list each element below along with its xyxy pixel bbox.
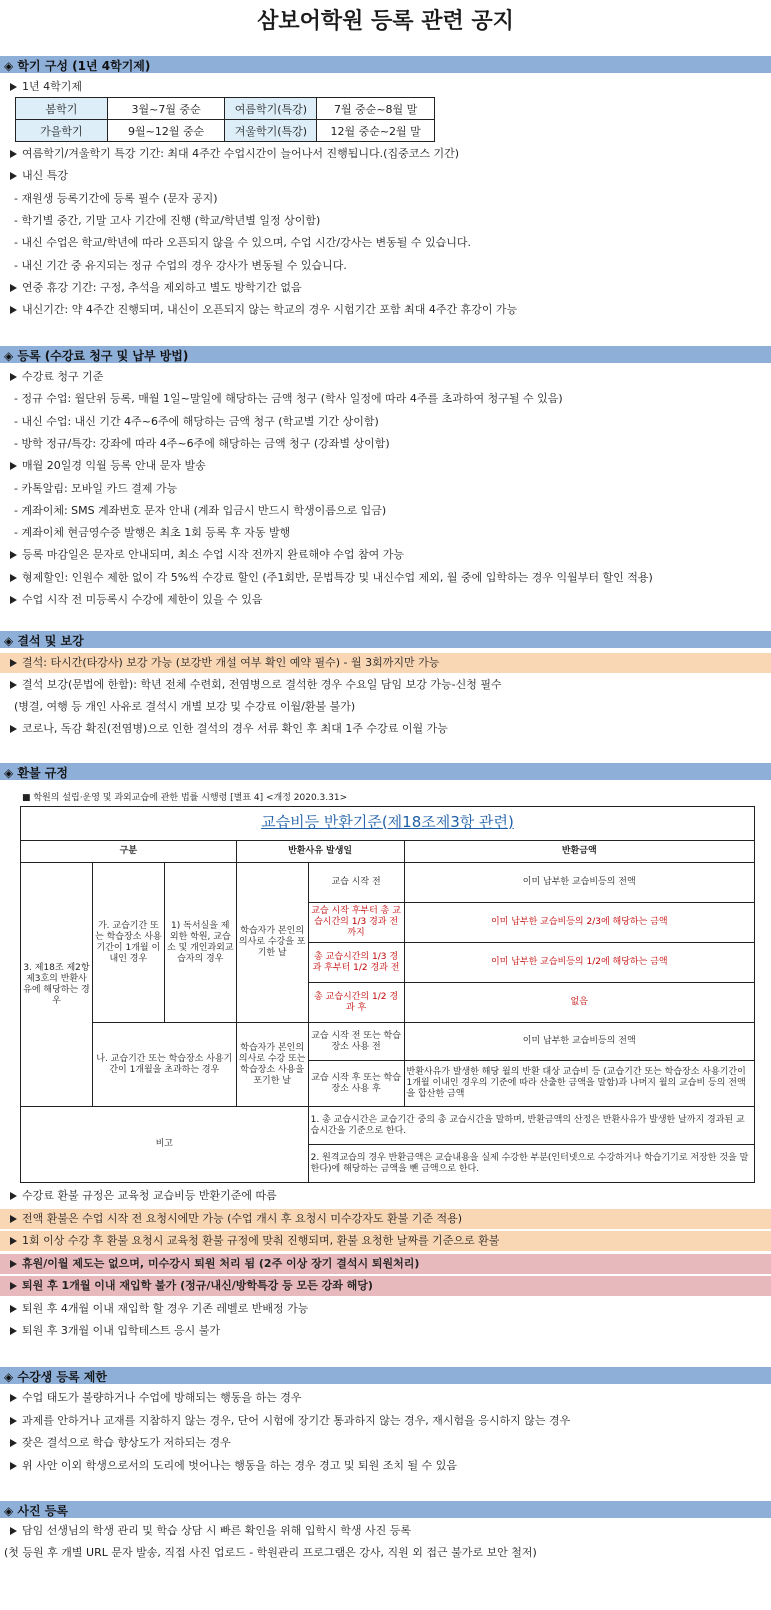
page-title: 삼보어학원 등록 관련 공지 [257, 9, 514, 34]
triangle-bullet-icon [10, 1215, 17, 1223]
list-item [10, 456, 206, 476]
table-cell: 3. 제18조 제2항 제3호의 반환사유에 해당하는 경우 [21, 863, 93, 1107]
table-cell: 교습 시작 후 또는 학습장소 사용 후 [308, 1061, 404, 1107]
list-item [10, 545, 404, 565]
table-cell: 총 교습시간의 1/3 경과 후부터 1/2 경과 전 [308, 943, 404, 983]
list-item-text: - 정규 수업: 월단위 등록, 매월 1일~말일에 해당하는 금액 청구 (학사 일정에 따라 4주를 초과하여 청구될 수 있음) [14, 392, 563, 406]
triangle-bullet-icon [10, 1260, 17, 1268]
list-item-text: 퇴원 후 3개월 이내 입학테스트 응시 불가 [22, 1324, 220, 1337]
list-item-text: 수강료 환불 규정은 교육청 교습비등 반환기준에 따름 [22, 1189, 277, 1202]
column-header: 반환금액 [404, 841, 755, 863]
list-item [14, 412, 379, 432]
list-item [14, 501, 386, 521]
list-item [10, 590, 263, 610]
list-item-text: - 계좌이체 현금영수증 발행은 최초 1회 등록 후 자동 발행 [14, 526, 291, 540]
table-cell: 교습 시작 후부터 총 교습시간의 1/3 경과 전까지 [308, 903, 404, 943]
table-cell: 이미 납부한 교습비등의 전액 [404, 1023, 755, 1061]
list-item-text: 매월 20일경 익월 등록 안내 문자 발송 [22, 459, 206, 473]
list-item-text: - 내신 수업: 내신 기간 4주~6주에 해당하는 금액 청구 (학교별 기간 상이함) [14, 414, 379, 428]
list-item [10, 367, 103, 387]
triangle-bullet-icon [10, 373, 17, 381]
triangle-bullet-icon [10, 83, 17, 91]
section-header-restriction: ◈ 수강생 등록 제한 [0, 1367, 771, 1384]
column-header: 반환사유 발생일 [236, 841, 404, 863]
list-item [4, 1543, 537, 1563]
list-item-text: - 계좌이체: SMS 계좌번호 문자 안내 (계좌 입금시 반드시 학생이름으로 입금) [14, 503, 387, 517]
list-item-text: 코로나, 독감 확진(전염병)으로 인한 결석의 경우 서류 확인 후 최대 1주 수강료 이월 가능 [22, 722, 448, 735]
diamond-icon: ◈ [4, 59, 14, 73]
list-item: 1년 4학기제 [10, 77, 82, 97]
list-item-text: 수강료 청구 기준 [22, 370, 104, 383]
triangle-bullet-icon [10, 462, 17, 470]
triangle-bullet-icon [10, 1282, 17, 1290]
triangle-bullet-icon [10, 1394, 17, 1402]
triangle-bullet-icon [10, 596, 17, 604]
list-item [0, 1209, 771, 1229]
list-item-text: 전액 환불은 수업 시작 전 요청시에만 가능 (수업 개시 후 요청시 미수강자도 환불 기준 적용) [22, 1211, 463, 1225]
list-item-text: 휴원/이월 제도는 없으며, 미수강시 퇴원 처리 됨 (2주 이상 장기 결석시 퇴원처리) [22, 1256, 420, 1270]
section-header-refund: ◈ 환불 규정 [0, 763, 771, 780]
table-cell: 9월~12월 중순 [107, 120, 225, 142]
table-cell: 학습자가 본인의 의사로 수강을 포기한 날 [236, 863, 308, 1023]
list-item-text: 연중 휴강 기간: 구정, 추석을 제외하고 별도 방학기간 없음 [22, 280, 302, 294]
list-item [10, 1321, 220, 1341]
refund-table [20, 806, 755, 1183]
triangle-bullet-icon [10, 725, 17, 733]
table-caption: 교습비등 반환기준(제18조제3항 관련) [21, 807, 755, 841]
table-cell: 1) 독서실을 제외한 학원, 교습소 및 개인과외교습자의 경우 [164, 863, 236, 1023]
list-item-text: - 학기별 중간, 기말 고사 기간에 진행 (학교/학년별 일정 상이함) [14, 213, 321, 227]
list-item-text: 퇴원 후 1개월 이내 재입학 불가 (정규/내신/방학특강 등 모든 강좌 해당) [22, 1279, 373, 1292]
table-cell: 학습자가 본인의 의사로 수강 또는 학습장소 사용을 포기한 날 [236, 1023, 308, 1107]
table-cell: 없음 [404, 983, 755, 1023]
list-item-text: (첫 등원 후 개별 URL 문자 발송, 직접 사진 업로드 - 학원관리 프로그램은 강사, 직원 외 접근 불가로 보안 철저) [4, 1546, 537, 1559]
list-item-text: 퇴원 후 4개월 이내 재입학 할 경우 기존 레벨로 반배정 가능 [22, 1301, 309, 1315]
list-item [10, 1411, 570, 1431]
list-item [10, 1521, 411, 1541]
list-item-text: 1회 이상 수강 후 환불 요청시 교육청 환불 규정에 맞춰 진행되며, 환불 요청한 날짜를 기준으로 환불 [22, 1234, 500, 1247]
table-cell: 반환사유가 발생한 해당 월의 반환 대상 교습비 등 (교습기간 또는 학습장소 사용기간이 1개월 이내인 경우의 기준에 따라 산출한 금액을 말함)과 나머지 월의 교습비 등의 전액을 합산한 금액 [404, 1061, 755, 1107]
list-item [10, 1456, 457, 1476]
list-item [10, 719, 448, 739]
table-cell: 1. 총 교습시간은 교습기간 중의 총 교습시간을 말하며, 반환금액의 산정은 반환사유가 발생한 날까지 경과된 교습시간을 기준으로 한다. [308, 1107, 754, 1145]
list-item [0, 1231, 771, 1251]
table-cell: 비고 [21, 1107, 309, 1183]
list-item-text: 수업 시작 전 미등록시 수강에 제한이 있을 수 있음 [22, 593, 263, 606]
triangle-bullet-icon [10, 574, 17, 582]
table-cell: 2. 원격교습의 경우 반환금액은 교습내용을 실제 수강한 부분(인터넷으로 수강하거나 학습기기로 저장한 것을 말한다)에 해당하는 금액을 뺀 금액으로 한다. [308, 1145, 754, 1183]
diamond-icon: ◈ [4, 1370, 14, 1384]
list-item [14, 189, 218, 209]
list-item-text: - 내신 수업은 학교/학년에 따라 오픈되지 않을 수 있으며, 수업 시간/강사는 변동될 수 있습니다. [14, 236, 471, 250]
triangle-bullet-icon [10, 1462, 17, 1470]
section-header-absence: ◈ 결석 및 보강 [0, 631, 771, 648]
list-item [14, 523, 290, 543]
section-header-photo: ◈ 사진 등록 [0, 1501, 771, 1518]
table-cell: 가을학기 [16, 120, 108, 142]
diamond-icon: ◈ [4, 349, 14, 363]
table-cell: 이미 납부한 교습비등의 전액 [404, 863, 755, 903]
list-item-text: - 방학 정규/특강: 강좌에 따라 4주~6주에 해당하는 금액 청구 (강좌별 상이함) [14, 436, 390, 450]
table-cell: 겨울학기(특강) [225, 120, 317, 142]
triangle-bullet-icon [10, 1439, 17, 1447]
list-item-text: - 재원생 등록기간에 등록 필수 (문자 공지) [14, 191, 218, 205]
list-item [10, 1388, 302, 1408]
triangle-bullet-icon [10, 284, 17, 292]
table-cell: 봄학기 [16, 98, 108, 120]
list-item [14, 211, 320, 231]
list-item [10, 278, 302, 298]
list-item [14, 434, 390, 454]
list-item-text: 결석 보강(문법에 한함): 학년 전체 수련회, 전염병으로 결석한 경우 수요일 담임 보강 가능-신청 필수 [22, 678, 502, 691]
list-item-text: (병결, 여행 등 개인 사유로 결석시 개별 보강 및 수강료 이월/환불 불가) [14, 700, 356, 713]
list-item-text: - 내신 기간 중 유지되는 정규 수업의 경우 강사가 변동될 수 있습니다. [14, 258, 347, 272]
list-item [10, 1433, 231, 1453]
list-item [10, 144, 459, 164]
triangle-bullet-icon [10, 659, 17, 667]
section-header-semester: ◈ 학기 구성 (1년 4학기제) [0, 56, 771, 73]
list-item-text: 내신 특강 [22, 169, 69, 183]
list-item [14, 479, 177, 499]
diamond-icon: ◈ [4, 1504, 14, 1518]
table-cell: 총 교습시간의 1/2 경과 후 [308, 983, 404, 1023]
list-item [10, 166, 68, 186]
list-item-text: 위 사안 이외 학생으로서의 도리에 벗어나는 행동을 하는 경우 경고 및 퇴원 조치 될 수 있음 [22, 1458, 457, 1472]
table-cell: 12월 중순~2월 말 [317, 120, 435, 142]
section-header-registration: ◈ 등록 (수강료 청구 및 납부 방법) [0, 346, 771, 363]
table-cell: 가. 교습기간 또는 학습장소 사용기간이 1개월 이내인 경우 [92, 863, 164, 1023]
diamond-icon: ◈ [4, 766, 14, 780]
triangle-bullet-icon [10, 1327, 17, 1335]
table-cell: 여름학기(특강) [225, 98, 317, 120]
table-cell: 교습 시작 전 또는 학습장소 사용 전 [308, 1023, 404, 1061]
list-item [10, 1299, 308, 1319]
list-item-text: 수업 태도가 불량하거나 수업에 방해되는 행동을 하는 경우 [22, 1391, 302, 1404]
table-cell: 7월 중순~8월 말 [317, 98, 435, 120]
triangle-bullet-icon [10, 172, 17, 180]
triangle-bullet-icon [10, 1192, 17, 1200]
list-item [0, 1276, 771, 1296]
list-item-text: 잦은 결석으로 학습 향상도가 저하되는 경우 [22, 1436, 231, 1449]
list-item-text: 결석: 타시간(타강사) 보강 가능 (보강반 개설 여부 확인 예약 필수) - 월 3회까지만 가능 [22, 656, 440, 669]
table-cell: 교습 시작 전 [308, 863, 404, 903]
triangle-bullet-icon [10, 306, 17, 314]
list-item [0, 1254, 771, 1274]
table-cell: 나. 교습기간 또는 학습장소 사용기간이 1개월을 초과하는 경우 [92, 1023, 236, 1107]
triangle-bullet-icon [10, 1237, 17, 1245]
table-cell: 이미 납부한 교습비등의 2/3에 해당하는 금액 [404, 903, 755, 943]
list-item-text: - 카톡알림: 모바일 카드 결제 가능 [14, 481, 178, 495]
triangle-bullet-icon [10, 1417, 17, 1425]
triangle-bullet-icon [10, 150, 17, 158]
list-item [0, 653, 771, 673]
list-item-text: 형제할인: 인원수 제한 없이 각 5%씩 수강료 할인 (주1회반, 문법특강 및 내신수업 제외, 월 중에 입학하는 경우 익월부터 할인 적용) [22, 570, 653, 584]
list-item [14, 256, 347, 276]
semester-table [15, 97, 435, 142]
list-item [10, 1186, 277, 1206]
list-item-text: 내신기간: 약 4주간 진행되며, 내신이 오픈되지 않는 학교의 경우 시험기간 포함 최대 4주간 휴강이 가능 [22, 303, 518, 317]
law-reference-note: ■ 학원의 설립·운영 및 과외교습에 관한 법률 시행령 [별표 4] <개정 2020.3.31> [22, 793, 348, 803]
list-item [14, 389, 563, 409]
list-item-text: 담임 선생님의 학생 관리 및 학습 상담 시 빠른 확인을 위해 입학시 학생 사진 등록 [22, 1524, 411, 1537]
triangle-bullet-icon [10, 1527, 17, 1535]
column-header: 구분 [21, 841, 237, 863]
list-item [10, 675, 502, 695]
list-item-text: 여름학기/겨울학기 특강 기간: 최대 4주간 수업시간이 늘어나서 진행됩니다.(집중코스 기간) [22, 147, 459, 160]
list-item-text: 과제를 안하거나 교재를 지참하지 않는 경우, 단어 시험에 장기간 통과하지 않는 경우, 재시험을 응시하지 않는 경우 [22, 1413, 571, 1427]
table-cell: 3월~7월 중순 [107, 98, 225, 120]
triangle-bullet-icon [10, 551, 17, 559]
list-item [10, 568, 653, 588]
table-cell: 이미 납부한 교습비등의 1/2에 해당하는 금액 [404, 943, 755, 983]
triangle-bullet-icon [10, 681, 17, 689]
diamond-icon: ◈ [4, 634, 14, 648]
list-item-text: 등록 마감일은 문자로 안내되며, 최소 수업 시작 전까지 완료해야 수업 참여 가능 [22, 548, 404, 562]
list-item [14, 233, 471, 253]
triangle-bullet-icon [10, 1305, 17, 1313]
list-item [10, 300, 517, 320]
list-item [14, 697, 355, 717]
